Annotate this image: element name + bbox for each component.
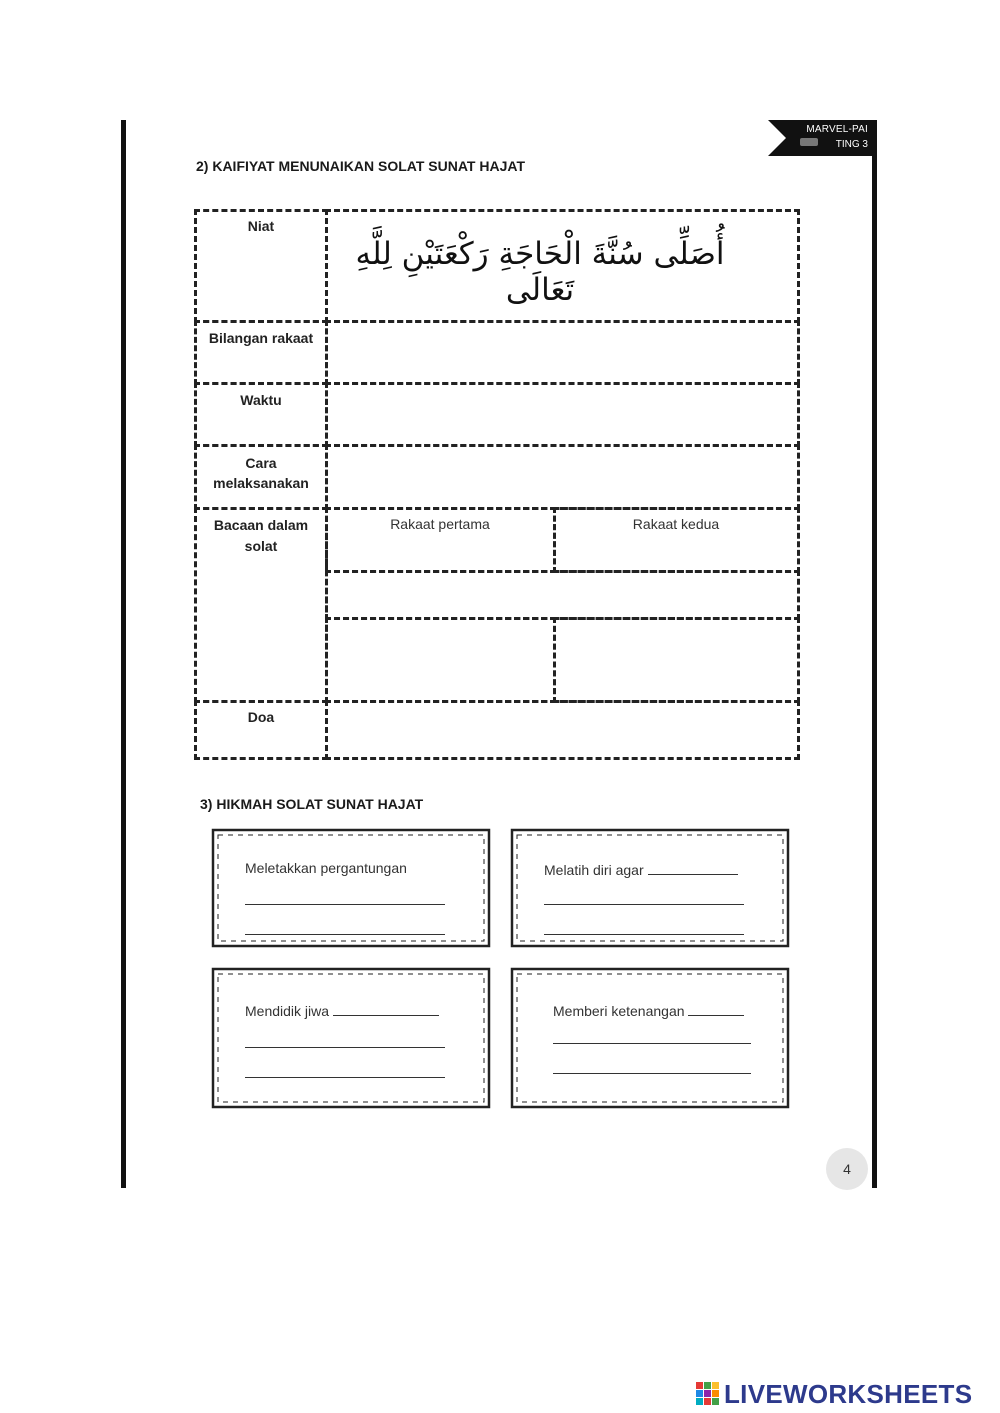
answer-blank[interactable] [688, 1001, 744, 1016]
hikmah-card-3-text-row [245, 1001, 439, 1019]
answer-line[interactable] [553, 1073, 751, 1074]
niat-arabic-text: أُصَلِّى سُنَّةَ الْحَاجَةِ رَكْعَتَيْنِ لِلَّهِ تَعَالَى [355, 236, 725, 308]
answer-line[interactable] [544, 904, 744, 905]
hikmah-card-2-text: Melatih diri agar [544, 862, 644, 878]
rakaat-kedua-label: Rakaat kedua [632, 516, 720, 532]
section2-title: 2) KAIFIYAT MENUNAIKAN SOLAT SUNAT HAJAT [196, 158, 525, 174]
answer-line[interactable] [245, 1047, 445, 1048]
page-border-left [121, 120, 126, 1188]
rakaat-pertama-label: Rakaat pertama [390, 516, 490, 532]
cara-label-line2: melaksanakan [213, 475, 309, 491]
card-frame [510, 967, 792, 1111]
answer-line[interactable] [245, 904, 445, 905]
hikmah-card-3 [211, 967, 491, 1087]
bilangan-answer-cell[interactable] [325, 320, 800, 385]
hikmah-card-2-text-row [544, 860, 738, 878]
cara-label-line1: Cara [245, 455, 277, 471]
answer-line[interactable] [553, 1043, 751, 1044]
answer-line[interactable] [245, 1077, 445, 1078]
corner-tag [768, 120, 872, 156]
hikmah-card-4 [510, 967, 790, 1087]
page-number: 4 [826, 1148, 868, 1190]
rakaat-pertama-answer-cell[interactable] [325, 617, 556, 703]
liveworksheets-wordmark: LIVEWORKSHEETS [724, 1379, 973, 1409]
card-frame [211, 967, 493, 1111]
answer-blank[interactable] [333, 1001, 439, 1016]
hikmah-card-4-text-row [553, 1001, 744, 1019]
hikmah-card-1-text: Meletakkan pergantungan [245, 860, 407, 876]
waktu-label: Waktu [240, 392, 282, 408]
bacaan-label-line2: solat [244, 538, 278, 554]
hikmah-card-4-text: Memberi ketenangan [553, 1003, 685, 1019]
card-frame [510, 828, 792, 950]
marvel-logo-icon [800, 138, 818, 146]
rakaat-kedua-answer-cell[interactable] [553, 617, 800, 703]
corner-tag-grade: TING 3 [835, 139, 868, 150]
cara-answer-cell[interactable] [325, 444, 800, 510]
bacaan-label-line1: Bacaan dalam [213, 517, 309, 533]
waktu-answer-cell[interactable] [325, 382, 800, 447]
card-frame [211, 828, 493, 950]
niat-label: Niat [247, 218, 275, 234]
hikmah-card-1 [211, 828, 491, 948]
doa-answer-cell[interactable] [325, 700, 800, 760]
liveworksheets-icon [696, 1382, 720, 1406]
bacaan-fatihah-answer-cell[interactable] [325, 570, 800, 620]
corner-tag-title: MARVEL-PAI [806, 124, 868, 135]
hikmah-card-3-text: Mendidik jiwa [245, 1003, 330, 1019]
bilangan-label: Bilangan rakaat [208, 330, 314, 346]
doa-label: Doa [247, 709, 275, 725]
page-border-right [872, 120, 877, 1188]
answer-blank[interactable] [648, 860, 738, 875]
hikmah-card-2 [510, 828, 790, 948]
answer-line[interactable] [245, 934, 445, 935]
section3-title: 3) HIKMAH SOLAT SUNAT HAJAT [200, 796, 424, 812]
answer-line[interactable] [544, 934, 744, 935]
